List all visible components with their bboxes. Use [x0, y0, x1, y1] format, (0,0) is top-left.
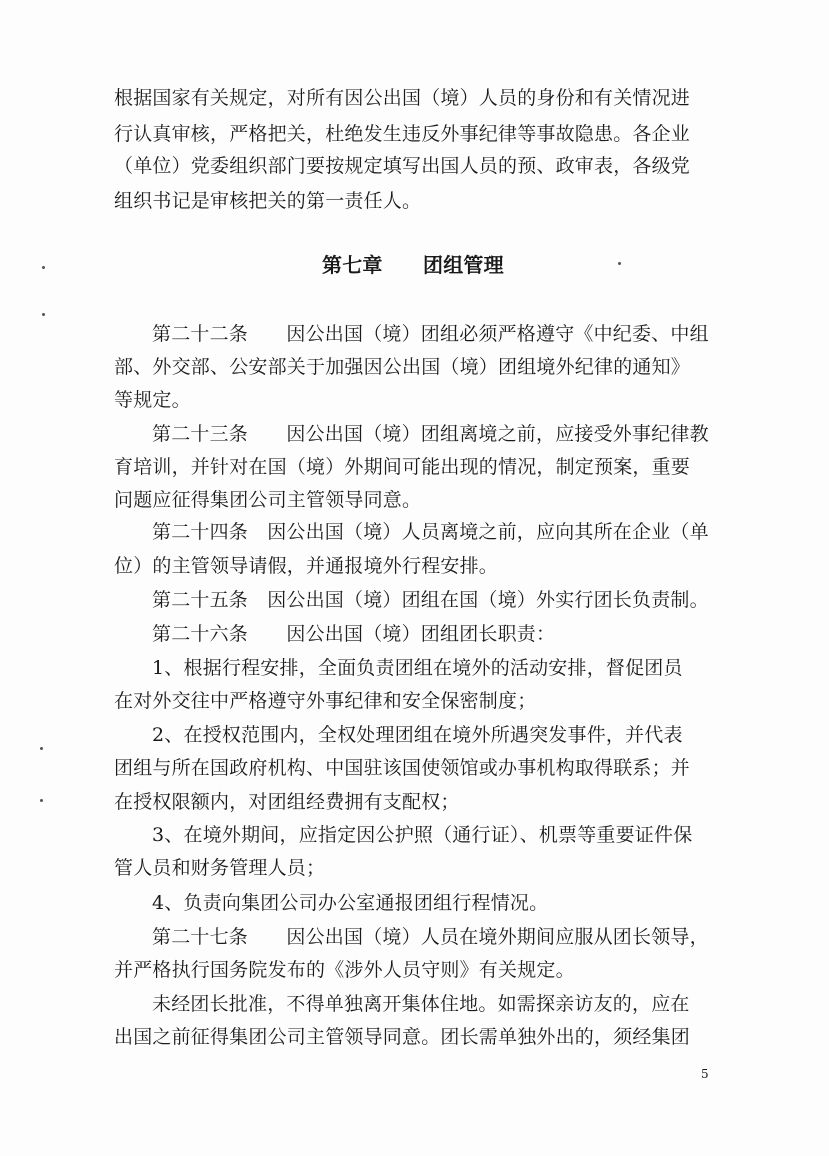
duty-item-2: 2、在授权范围内，全权处理团组在境外所遇突发事件，并代表	[152, 724, 683, 746]
article-27-line: 并严格执行国务院发布的《涉外人员守则》有关规定。	[114, 959, 575, 981]
duty-item-4: 4、负责向集团公司办公室通报团组行程情况。	[152, 892, 549, 914]
scan-speck	[42, 266, 45, 269]
scan-speck	[40, 747, 43, 750]
paragraph-line: 未经团长批准，不得单独离开集体住地。如需探亲访友的，应在	[152, 993, 690, 1015]
duty-item-2: 团组与所在国政府机构、中国驻该国使领馆或办事机构取得联系；并	[114, 757, 691, 779]
article-23-line: 育培训，并针对在国（境）外期间可能出现的情况，制定预案，重要	[114, 456, 691, 478]
duty-item-1: 在对外交往中严格遵守外事纪律和安全保密制度；	[114, 690, 537, 712]
intro-line: 行认真审核，严格把关，杜绝发生违反外事纪律等事故隐患。各企业	[114, 123, 691, 145]
intro-line: 根据国家有关规定，对所有因公出国（境）人员的身份和有关情况进	[114, 87, 691, 109]
article-22-line: 第二十二条 因公出国（境）团组必须严格遵守《中纪委、中组	[152, 323, 709, 345]
article-27-line: 第二十七条 因公出国（境）人员在境外期间应服从团长领导，	[152, 926, 709, 948]
scan-speck	[42, 313, 45, 316]
article-23-line: 第二十三条 因公出国（境）团组离境之前，应接受外事纪律教	[152, 423, 709, 445]
article-26-line: 第二十六条 因公出国（境）团组团长职责：	[152, 623, 556, 645]
paragraph-line: 出国之前征得集团公司主管领导同意。团长需单独外出的，须经集团	[114, 1026, 691, 1048]
duty-item-3: 管人员和财务管理人员；	[114, 857, 326, 879]
duty-item-2: 在授权限额内，对团组经费拥有支配权；	[114, 791, 460, 813]
intro-line: 组织书记是审核把关的第一责任人。	[114, 190, 422, 212]
article-22-line: 部、外交部、公安部关于加强因公出国（境）团组境外纪律的通知》	[114, 356, 691, 378]
scan-speck	[40, 799, 43, 802]
chapter-title: 第七章 团组管理	[322, 253, 504, 277]
scan-speck	[618, 262, 621, 265]
page-number: 5	[701, 1067, 709, 1081]
duty-item-1: 1、根据行程安排，全面负责团组在境外的活动安排，督促团员	[152, 657, 683, 679]
article-23-line: 问题应征得集团公司主管领导同意。	[114, 489, 422, 511]
article-22-line: 等规定。	[114, 389, 191, 411]
duty-item-3: 3、在境外期间，应指定因公护照（通行证）、机票等重要证件保	[152, 824, 693, 846]
article-25-line: 第二十五条 因公出国（境）团组在国（境）外实行团长负责制。	[152, 589, 709, 611]
article-24-line: 第二十四条 因公出国（境）人员离境之前，应向其所在企业（单	[152, 521, 709, 543]
intro-line: （单位）党委组织部门要按规定填写出国人员的预、政审表，各级党	[114, 155, 691, 177]
article-24-line: 位）的主管领导请假，并通报境外行程安排。	[114, 555, 499, 577]
